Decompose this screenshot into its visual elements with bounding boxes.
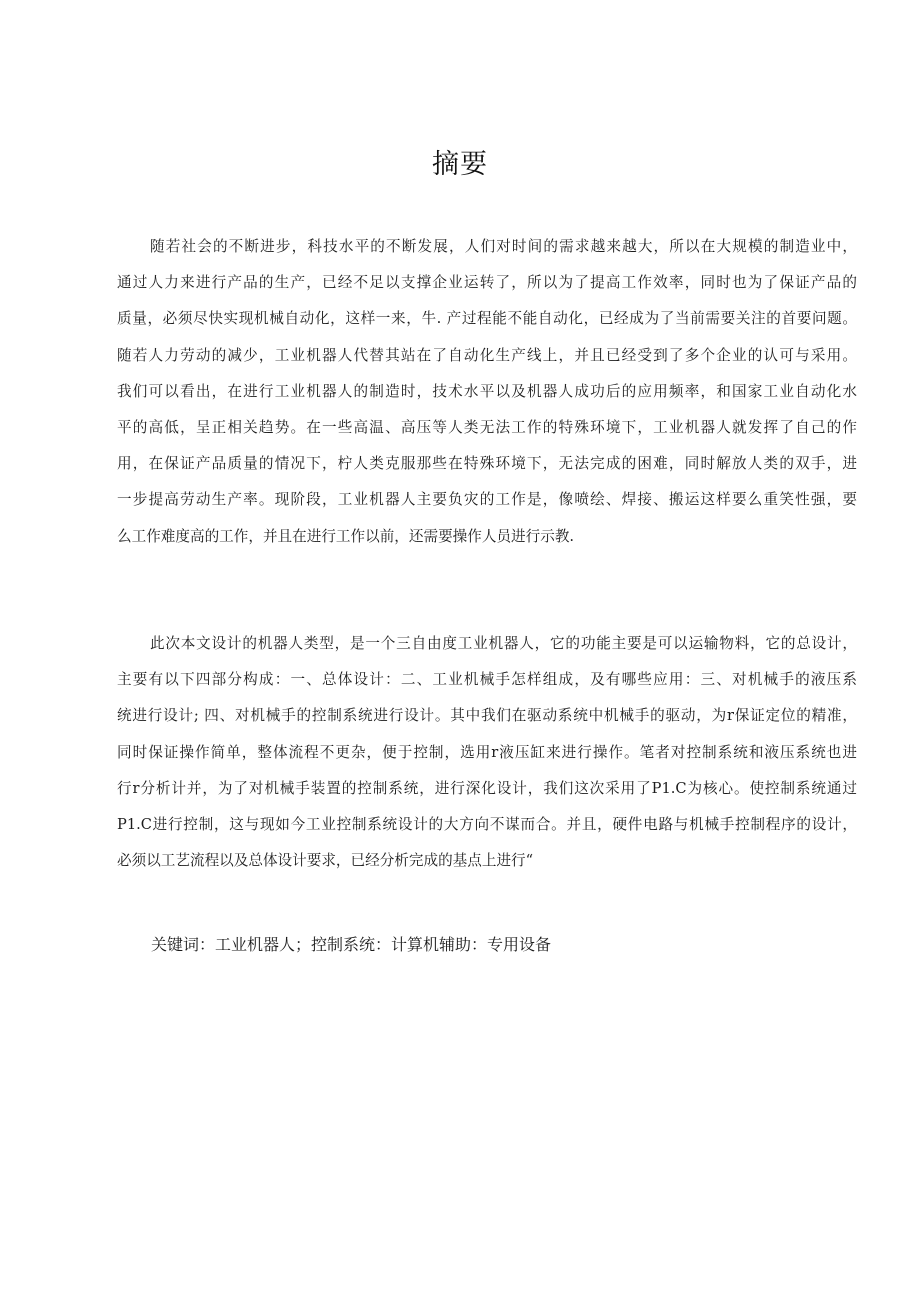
paragraph-line: 随若社会的不断进步，科技水平的不断发展，人们对时间的需求越来越大，所以在大规模的制造业中， [150, 238, 857, 255]
abstract-paragraph-1 [117, 229, 857, 555]
paragraph-line: 质量，必须尽快实现机械自动化，这样一来，牛. 产过程能不能自动化，已经成为了当前需要关注的首要问题。 [117, 310, 857, 328]
paragraph-line: 必须以工艺流程以及总体设计要求，已经分析完成的基点上进行“ [117, 852, 534, 870]
paragraph-line: 我们可以看出，在进行工业机器人的制造时，技术水平以及机器人成功后的应用频率，和国家工业自动化水 [117, 382, 857, 400]
paragraph-line: 随若人力劳动的减少，工业机器人代替其站在了自动化生产线上，并且已经受到了多个企业的认可与采用。 [117, 346, 857, 364]
abstract-paragraph-2 [117, 626, 857, 879]
paragraph-line: P1.C进行控制，这与现如今工业控制系统设计的大方向不谋而合。并且，硬件电路与机械手控制程序的设计， [117, 815, 857, 833]
keywords-line: 关键词：工业机器人；控制系统：计算机辅助：专用设备 [151, 935, 552, 954]
paragraph-line: 统进行设计; 四、对机械手的控制系统进行设计。其中我们在驱动系统中机械手的驱动，为r保证定位的精准， [117, 707, 857, 725]
paragraph-line: 此次本文设计的机器人类型，是一个三自由度工业机器人，它的功能主要是可以运输物料，它的总设计， [150, 635, 857, 652]
paragraph-line: 平的高低，呈正相关趋势。在一些高温、高压等人类无法工作的特殊环境下，工业机器人就发挥了自己的作 [117, 418, 857, 436]
paragraph-line: 同时保证操作简单，整体流程不更杂，便于控制，选用r液压缸来进行操作。笔者对控制系统和液压系统也进 [117, 743, 857, 761]
paragraph-line: 行r分析计并，为了对机械手装置的控制系统，进行深化设计，我们这次采用了P1.C为核心。使控制系统通过 [117, 779, 857, 797]
paragraph-line: 用，在保证产品质量的情况下，柠人类克服那些在特殊环境下，无法完成的困难，同时解放人类的双手，进 [117, 455, 857, 473]
paragraph-line: 通过人力来进行产品的生产，已经不足以支撑企业运转了，所以为了提高工作效率，同时也为了保证产品的 [117, 274, 857, 292]
paragraph-line: 么工作难度高的工作，并且在进行工作以前，还需要操作人员进行示教. [117, 527, 575, 545]
paragraph-line: 一步提高劳动生产率。现阶段，工业机器人主要负灾的工作是，像喷绘、焊接、搬运这样要么重笑性强，要 [117, 491, 857, 509]
paragraph-line: 主要有以下四部分构成：一、总体设计：二、工业机械手怎样组成，及有哪些应用：三、对机械手的液压系 [117, 671, 857, 689]
abstract-title: 摘要 [432, 149, 488, 180]
